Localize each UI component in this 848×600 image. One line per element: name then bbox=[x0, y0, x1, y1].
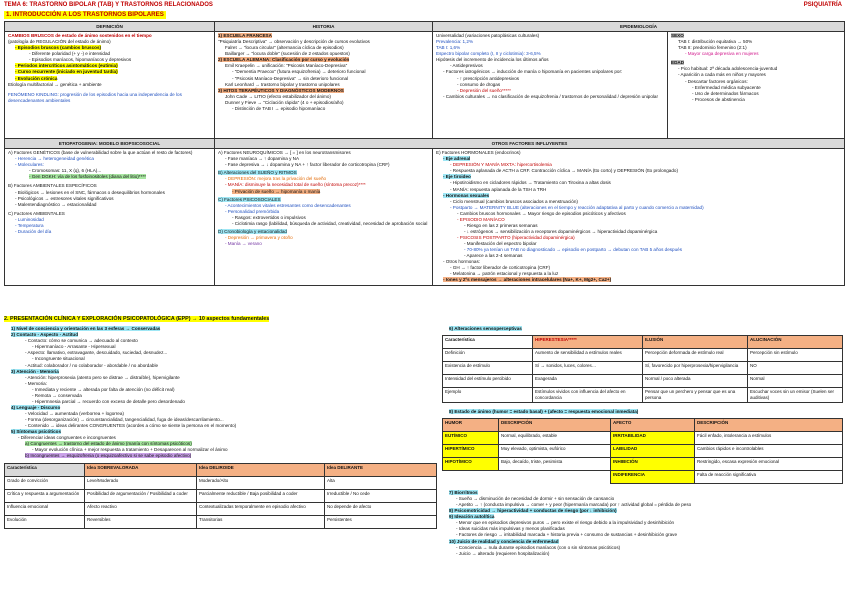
etiopatogenia-cell bbox=[5, 149, 215, 286]
ideas-cell: Reversibles bbox=[85, 515, 197, 528]
otros-line: - Manifestación del espectro bipolar bbox=[464, 241, 537, 247]
otros-line: - Melatonina → patrón estacional y respuesta a la luz bbox=[450, 271, 559, 277]
epi-line: - Factores iatrogénicos → inducción de manía o hipomanía en pacientes unipolares por: bbox=[443, 69, 623, 75]
ideas-cell: Afecto reactivo bbox=[85, 502, 197, 515]
sexo-line: - Mayor carga depresiva en mujeres bbox=[685, 51, 759, 57]
def-line: CAMBIOS BRUSCOS de estado de ánimo sostenidos en el tiempo bbox=[8, 33, 152, 39]
senso-cell: Estímulos vividos con influencia del afecto en concordancia bbox=[533, 388, 643, 403]
def-line: - Periodos intercríticos asintomáticos (eutimia) bbox=[15, 63, 118, 69]
sensopercepcion-table bbox=[442, 335, 843, 403]
ideas-cell: Contextualizadas temporalmente en episodio afectivo bbox=[197, 502, 325, 515]
otros-line: - Fase maníaca → ↑ dopamina y NA bbox=[225, 156, 300, 162]
senso-cell: Normal / poco alterada bbox=[643, 375, 748, 388]
hist-line: Baillarger → "locura doble" (sucesión de 2 estados opuestos) bbox=[225, 51, 350, 57]
clinica-line: - Inmediata y reciente → alterada por falta de atención (no déficit real) bbox=[32, 386, 175, 392]
hist-line: 2) ESCUELA ALEMANA: Clasificación por curso y evolución bbox=[218, 57, 350, 63]
clinica-line: - Aspecto: llamativo, extravagante, descuidado, suciedad, desnudez... bbox=[25, 350, 168, 356]
humor-cell: HIPERTÍMICO bbox=[443, 445, 499, 458]
clinica-line: 2) Contacto - Aspecto - Actitud bbox=[11, 332, 79, 338]
col-historia: HISTORIA bbox=[215, 22, 433, 32]
humor-cell: LABILIDAD bbox=[611, 445, 695, 458]
etio-line: - Psicológicos → estresores vitales significativos bbox=[15, 195, 114, 201]
hist-line: - Distinción de TAB I → episodio hipomaníaco bbox=[232, 105, 326, 111]
otros-line: - 70-80% ya tenían un TAB no diagnosticado → episodio en postparto → debutan con TAB 5 años después bbox=[464, 247, 683, 253]
sexo-line: - Descartar factores orgánicos: bbox=[685, 78, 748, 84]
clinica-line: - Actitud: colaborador / no colaborador - abordable / no abordable bbox=[25, 362, 159, 368]
estado-animo-heading: 8) Estado de ánimo (humor = estado basal) + (afecto = respuesta emocional inmediata) bbox=[449, 408, 639, 414]
epidemiologia-cell bbox=[433, 32, 668, 139]
section-2-heading: 2. PRESENTACIÓN CLÍNICA Y EXPLORACIÓN PSICOPATOLÓGICA (EPP) → 10 aspectos fundamentales bbox=[4, 316, 270, 322]
clinica-line: - Remota → conservada bbox=[32, 392, 82, 398]
otros-factores-a-cell bbox=[215, 149, 433, 286]
ideas-cell: Alta bbox=[325, 476, 437, 489]
otros-line: - DEPRESIÓN Y MANÍA MIXTA: hipercortisolemia bbox=[450, 162, 552, 168]
section-1-heading: 1. INTRODUCCIÓN A LOS TRASTORNOS BIPOLARES bbox=[6, 11, 164, 18]
senso-cell: Percepción deformada de estímulo real bbox=[643, 349, 748, 362]
ideas-header: Característica bbox=[5, 463, 85, 476]
senso-cell: Pensar que un perchero y pensar que es una persona bbox=[643, 388, 748, 403]
epi-line: Prevalencia: 1,2% bbox=[436, 39, 474, 45]
col-otros-factores: OTROS FACTORES INFLUYENTES bbox=[215, 139, 845, 149]
ideas-header: Idea DELIRANTE bbox=[325, 463, 437, 476]
senso-cell: Definición bbox=[443, 349, 533, 362]
definicion-cell bbox=[5, 32, 215, 139]
sexo-line: - Pico habitual: 2ª década adolescencia-juventud bbox=[678, 66, 778, 72]
humor-cell: Muy elevado, optimista, eufórico bbox=[499, 445, 611, 458]
intro-grid bbox=[4, 21, 844, 286]
def-line: FENÓMENO KINDLING: progresión de los episodios hacia una independencia de los desencadenantes ambientales bbox=[8, 91, 182, 103]
otros-line: - Fase depresiva → ↓ dopamina y NA + ↑ factor liberador de corticotropina (CRF) bbox=[225, 162, 390, 168]
epi-line: Espectro bipolar completo (I, II y ciclotimia): 3-6,5% bbox=[436, 51, 541, 57]
otros-line: - Hormonas sexuales bbox=[443, 192, 490, 198]
clinica-line: - Atención: hiperprosexia (atento pero se distrae → distraíble), hipervigilante bbox=[25, 374, 180, 380]
humor-cell: INDIFERENCIA bbox=[611, 471, 695, 484]
rest-line: 10) Juicio de realidad y conciencia de enfermedad bbox=[449, 538, 559, 544]
otros-line: - Cambios bruscos hormonales → Mayor riesgo de episodios psicóticos y afectivos bbox=[457, 210, 626, 216]
clinica-line: 3) Atención - Memoria bbox=[11, 368, 59, 374]
humor-cell: EUTÍMICO bbox=[443, 432, 499, 445]
clinica-line: - Hipermaníaco - Arrasante - Hipersexual bbox=[32, 344, 116, 350]
sexo-line: - Enfermedad médica subyacente bbox=[692, 84, 761, 90]
otros-line: C) Factores PSICOSOCIALES bbox=[218, 196, 281, 202]
hist-line: 1) ESCUELA FRANCESA bbox=[218, 33, 272, 39]
rest-line: - Apetito → ↑ (conducta impulsiva → comer + y peor (hipermanía marcada) por ↑ actividad global = pérdida de peso bbox=[456, 502, 692, 508]
senso-header: ILUSIÓN bbox=[643, 336, 748, 349]
humor-cell bbox=[499, 471, 611, 484]
senso-header: HIPERESTESIA***** bbox=[533, 336, 643, 349]
ideas-cell: Evolución bbox=[5, 515, 85, 528]
otros-line: - DEPRESIÓN: mejora tras la privación del sueño bbox=[225, 176, 327, 182]
humor-header: DESCRIPCIÓN bbox=[499, 419, 611, 432]
humor-header: DESCRIPCIÓN bbox=[695, 419, 843, 432]
clinica-line: - Diferenciar ideas congruentes e incongruentes bbox=[18, 435, 116, 441]
rest-line: 8) Psicomotricidad → hiperactividad + conductas de riesgo (por ↓ inhibición) bbox=[449, 508, 617, 514]
clinica-line: 1) Nivel de conciencia y orientación en las 3 esferas → Conservadas bbox=[11, 326, 161, 332]
clinica-line: a) Congruentes → trastorno del estado de ánimo (manía con síntomas psicóticos) bbox=[25, 441, 192, 447]
otros-line: - Rasgos: extrovertidos o impulsivos bbox=[232, 214, 306, 220]
otros-line: - Riesgo en las 2 primeras semanas bbox=[464, 222, 538, 228]
otros-line: - MANÍA: respuesta aplanada de la TSH a TRH bbox=[450, 186, 547, 192]
document-title: TEMA 6: TRASTORNO BIPOLAR (TAB) Y TRASTORNOS RELACIONADOS bbox=[4, 2, 213, 8]
otros-line: - Postparto → MATERNITY BLUE (alteraciones en el tiempo y reacción adaptativa al parto y cuando comercio a maternidad) bbox=[450, 204, 704, 210]
otros-line: - Hipotiroidismo en cicladores rápidos → Tratamiento con Tiroxina a altas dosis bbox=[450, 180, 611, 186]
otros-line: - MANÍA: disminuye la necesidad total de sueño (síntoma precoz)**** bbox=[225, 182, 366, 188]
otros-line: - ↓ estrógenos → sensibilización a receptores dopaminérgicos → hiperactividad dopaminérgica bbox=[464, 228, 658, 234]
otros-line: - PSICOSIS POSTPARTO (hiperactividad dopaminérgica) bbox=[457, 235, 575, 240]
otros-line: - Respuesta aplanada de ACTH a CRF. Contracción cíclica → MANÍA (tto corto) y DEPRESIÓN (tto prolongado) bbox=[450, 168, 678, 174]
humor-cell: INHIBICIÓN bbox=[611, 458, 695, 471]
etio-line: - Temperatura bbox=[15, 222, 44, 228]
etio-line: C) Factores AMBIENTALES bbox=[8, 210, 65, 216]
etio-line: - Cromosomas: 11, X (q), 6 (HLA)... bbox=[29, 168, 102, 174]
sexo-line: EDAD bbox=[671, 60, 685, 66]
otros-line: E) Factores HORMONALES (endocrinos) bbox=[436, 150, 521, 156]
otros-line: - Otros hormonas: bbox=[443, 259, 481, 265]
senso-cell: Exagerada bbox=[533, 375, 643, 388]
humor-cell: Bajo, decaído, triste, pesimista bbox=[499, 458, 611, 471]
etio-line: - Biológicos → lesiones en el SNC, fármacos o desequilibrios hormonales bbox=[15, 189, 165, 195]
ideas-header: Idea DELIROIDE bbox=[197, 463, 325, 476]
humor-cell: Cambios rápidos e incontrolables bbox=[695, 445, 843, 458]
humor-cell: Normal, equilibrado, estable bbox=[499, 432, 611, 445]
def-line: - Curso recurrente (iniciado en juventud tardía) bbox=[15, 69, 118, 75]
otros-line: B) Alteraciones del SUEÑO y RITMOS bbox=[218, 170, 297, 176]
clinica-line: - Contenido → ideas delirantes CONGRUENTES (acordes a cómo se siente la persona en el momento) bbox=[25, 423, 237, 429]
rest-line: 7) Biorritmos bbox=[449, 490, 478, 495]
otros-line: - Personalidad premórbida bbox=[225, 208, 280, 214]
senso-cell: Existencia de estímulo bbox=[443, 362, 533, 375]
subject-label: PSIQUIATRÍA bbox=[803, 2, 842, 8]
ideas-cell: Posibilidad de argumentación / Posibilidad a coder bbox=[85, 489, 197, 502]
col-epidemiologia: EPIDEMIOLOGÍA bbox=[433, 22, 845, 32]
otros-line: - Eje adrenal bbox=[443, 156, 471, 162]
senso-header: ALUCINACIÓN bbox=[748, 336, 843, 349]
humor-cell: Restringido, escasa expresión emocional bbox=[695, 458, 843, 471]
ideas-cell: Grado de convicción bbox=[5, 476, 85, 489]
hist-line: "Psiquiatría Descriptiva" → observación y descripción de cursos evolutivos bbox=[218, 39, 370, 45]
humor-cell: IRRITABILIDAD bbox=[611, 432, 695, 445]
clinica-line: 4) Lenguaje - Discurso bbox=[11, 404, 61, 410]
ideas-cell: Parcialmente reductible / Baja posibilidad a coder bbox=[197, 489, 325, 502]
clinica-line: - Memoria: bbox=[25, 380, 47, 386]
def-line: Etiología multifactorial → genética + ambiente bbox=[8, 81, 102, 87]
ideas-cell: Crítica y respuesta a argumentación bbox=[5, 489, 85, 502]
etio-line: - Gen DGKH: vía de los fosfoinositoles (diana del litio)**** bbox=[29, 174, 146, 180]
ideas-cell: Leve/Moderado bbox=[85, 476, 197, 489]
rest-line: 9) Ideación autolítica bbox=[449, 514, 495, 520]
sexo-edad-cell bbox=[668, 32, 845, 139]
senso-cell: Escuchar voces sin un emisor (Suelen ser auditivas) bbox=[748, 388, 843, 403]
sexo-line: - Procesos de abstinencia bbox=[692, 96, 745, 102]
hist-line: Karl Leonhard → trastorno bipolar y trastorno unipolares bbox=[225, 81, 340, 87]
humor-afecto-table bbox=[442, 418, 843, 484]
senso-cell: Sí → sonidos, luces, colores… bbox=[533, 362, 643, 375]
senso-cell: NO bbox=[748, 362, 843, 375]
rest-line: - Ideas suicidas más impulsivas y menos planificadas bbox=[456, 526, 565, 532]
def-line: (patología de REGULACIÓN del estado de ánimo) bbox=[8, 39, 111, 45]
otros-line: - Acontecimientos vitales estresantes como desencadenantes bbox=[225, 202, 351, 208]
senso-cell: Sí, favorecido por hiperprosexia/hipervigilancia bbox=[643, 362, 748, 375]
senso-cell: Percepción sin estímulo bbox=[748, 349, 843, 362]
rest-line: - Factores de riesgo → irritabilidad marcada + historia previa + consumo de sustancias + desinhibición grave bbox=[456, 532, 677, 538]
clinica-line: 5) Síntomas psicóticos bbox=[11, 429, 62, 435]
humor-header: AFECTO bbox=[611, 419, 695, 432]
ideas-cell: Influencia emocional bbox=[5, 502, 85, 515]
hist-line: Falret → "locura circular" (alternancia cíclica de episodios) bbox=[225, 45, 344, 51]
historia-cell bbox=[215, 32, 433, 139]
hist-line: John Cade → LITIO (efecto estabilizador del ánimo) bbox=[225, 93, 331, 99]
def-line: - Episodios maníacos, hipomaníacos y depresivos bbox=[29, 57, 132, 63]
otros-line: - Ciclotimia rasgo (labilidad, búsqueda de actividad, creatividad, necesidad de aprobación social bbox=[232, 220, 428, 226]
otros-line: A) Factores NEUROQUÍMICOS → [ = ] en los neurotransmisores bbox=[218, 150, 351, 156]
otros-line: - GH → ↑ factor liberador de corticotropina (CRF) bbox=[450, 265, 551, 271]
senso-header: Característica bbox=[443, 336, 533, 349]
clinica-line: - Contacto: cómo se comunica → adecuado al contexto bbox=[25, 338, 138, 344]
col-etiopatogenia: ETIOPATOGENIA: MODELO BIOPSICOSOCIAL bbox=[5, 139, 215, 149]
clinica-line: - Incongruente situacional bbox=[32, 356, 85, 362]
ideas-header: Idea SOBREVALORADA bbox=[85, 463, 197, 476]
clinica-line: - Mayor evolución clínica + mejor respuesta a tratamiento + Desaparecen al normalizar el ánimo bbox=[32, 447, 228, 453]
rest-line: - Conciencia → nula durante episodios maníacos (con o sin síntomas psicóticos) bbox=[456, 544, 621, 550]
clinica-line: b) Incongruentes → esquizofrenia (o esquizoafectivo si se sabe episodio afectivo) bbox=[25, 453, 192, 459]
epi-line: - consumo de drogas bbox=[457, 81, 501, 87]
sexo-line: SEXO bbox=[671, 33, 684, 39]
otros-factores-e-cell bbox=[433, 149, 845, 286]
sensoperceptivas-heading: 6) Alteraciones sensoperceptivas bbox=[449, 326, 522, 331]
epi-line: Hipótesis del incremento de incidencia los últimos años bbox=[436, 57, 549, 63]
clinica-line: - Hipermnesia parcial → recuerdo con exceso de detalle pero desordenado bbox=[32, 398, 185, 404]
ideas-cell: No depende de afecto bbox=[325, 502, 437, 515]
hist-line: - "Psicosis Maníaco-Depresiva" → sin deterioro funcional bbox=[232, 75, 349, 81]
otros-line: D) Cronobiología y estacionalidad bbox=[218, 228, 287, 234]
humor-cell: Fácil enfado, intolerancia a estímulos bbox=[695, 432, 843, 445]
otros-line: - Depresión → primavera y otoño bbox=[225, 234, 293, 240]
hist-line: Emil Kraepelin → unificación: "Psicosis Maníaco-Depresiva" bbox=[225, 63, 348, 69]
def-line: - Episodios bruscos (cambios bruscos) bbox=[15, 45, 102, 51]
sexo-line: - Uso de determinados fármacos bbox=[692, 90, 759, 96]
senso-cell: Ejemplo bbox=[443, 388, 533, 403]
rest-line: - Juicio → alterado (requieren hospitalización) bbox=[456, 550, 550, 556]
otros-line: - Iones y 2ºs mensajeros → alteraciones intracelulares (Na+, K+, Mg2+, Ca2+) bbox=[443, 277, 612, 283]
senso-cell: Aumento de sensibilidad a estímulos reales bbox=[533, 349, 643, 362]
section-2-left bbox=[4, 316, 436, 529]
senso-cell: Intensidad del estímulo percibido bbox=[443, 375, 533, 388]
otros-line: - Ciclo menstrual (cambios bruscos asociados a menstruación) bbox=[450, 198, 578, 204]
etio-line: - Malentendiagnóstico → estacionalidad bbox=[15, 201, 97, 207]
hist-line: 3) HITOS TERAPÉUTICOS Y DIAGNÓSTICOS MODERNOS bbox=[218, 87, 344, 93]
section-2-right bbox=[442, 326, 842, 557]
ideas-cell: Irreductible / No cede bbox=[325, 489, 437, 502]
sexo-line: TAB II: predominio femenino (2:1) bbox=[678, 45, 747, 51]
hist-line: - "Dementia Praecox" (futura esquizofrenia) → deterioro funcional bbox=[232, 69, 366, 75]
epi-line: - Cambios culturales → no clasificación de esquizofrenia / trastornos de personalidad / depresión unipolar bbox=[443, 93, 659, 99]
humor-cell bbox=[443, 471, 499, 484]
etio-line: B) Factores AMBIENTALES ESPECÍFICOS bbox=[8, 183, 97, 189]
epi-line: - Antidepresivos bbox=[450, 63, 483, 69]
etio-line: - Luminosidad bbox=[15, 216, 44, 222]
hist-line: Dunner y Fieve → "Ciclación rápida" (4 o + episodios/año) bbox=[225, 99, 344, 105]
rest-line: - Menor que en episodios depresivos puros → pero existe el riesgo debido a la impulsividad y desinhibición bbox=[456, 520, 675, 526]
col-definicion: DEFINICIÓN bbox=[5, 22, 215, 32]
def-line: - Diferente polaridad (+ y -) e intensidad bbox=[29, 51, 111, 57]
etio-line: - Herencia → heterogeneidad genética bbox=[15, 156, 94, 162]
sexo-line: - Aparición a cada más en niños y mayores bbox=[678, 72, 766, 78]
clinica-line: - Velocidad → aumentada (verborrea + logorrea) bbox=[25, 411, 124, 416]
def-line: - Evolución crónica bbox=[15, 75, 58, 81]
ideas-table bbox=[4, 463, 437, 529]
epi-line: - ↑ prescripción antidepresivos bbox=[457, 75, 520, 81]
ideas-cell: Transitorias bbox=[197, 515, 325, 528]
otros-line: - Eje tiroideo bbox=[443, 174, 471, 180]
senso-cell: Normal bbox=[748, 375, 843, 388]
biorritmos-block bbox=[442, 490, 842, 557]
ideas-cell: Moderado/Alto bbox=[197, 476, 325, 489]
otros-line: - Manía → verano bbox=[225, 241, 262, 246]
epi-line: - Depresión del sueño***** bbox=[457, 87, 511, 93]
otros-line: - Aparece a las 2-4 semanas bbox=[464, 253, 523, 259]
otros-line: - EPISODIO MANÍACO bbox=[457, 216, 505, 222]
rest-line: - Sueño → disminución de necesidad de dormir + sin sensación de cansancio bbox=[456, 496, 615, 502]
etio-line: - Moleculares: bbox=[15, 162, 44, 168]
humor-cell: Falta de reacción significativa bbox=[695, 471, 843, 484]
sexo-line: TAB I: distribución equitativa → 50% bbox=[678, 39, 753, 45]
clinica-line: - Forma (desorganización) → circunstancialidad, tangencialidad, fuga de ideas/descarrilamiento... bbox=[25, 417, 224, 423]
otros-line: - Privación de sueño → hipomanía o manía bbox=[232, 188, 321, 194]
humor-header: HUMOR bbox=[443, 419, 499, 432]
epi-line: Universalidad (variaciones patoplásicas culturales) bbox=[436, 33, 540, 39]
epi-line: TAB I: 1,6% bbox=[436, 45, 461, 51]
etio-line: A) Factores GENÉTICOS (base de vulnerabilidad sobre la que actúan el resto de factores) bbox=[8, 150, 193, 156]
humor-cell: HIPOTÍMICO bbox=[443, 458, 499, 471]
ideas-cell: Persistentes bbox=[325, 515, 437, 528]
etio-line: - Duración del día bbox=[15, 228, 52, 234]
